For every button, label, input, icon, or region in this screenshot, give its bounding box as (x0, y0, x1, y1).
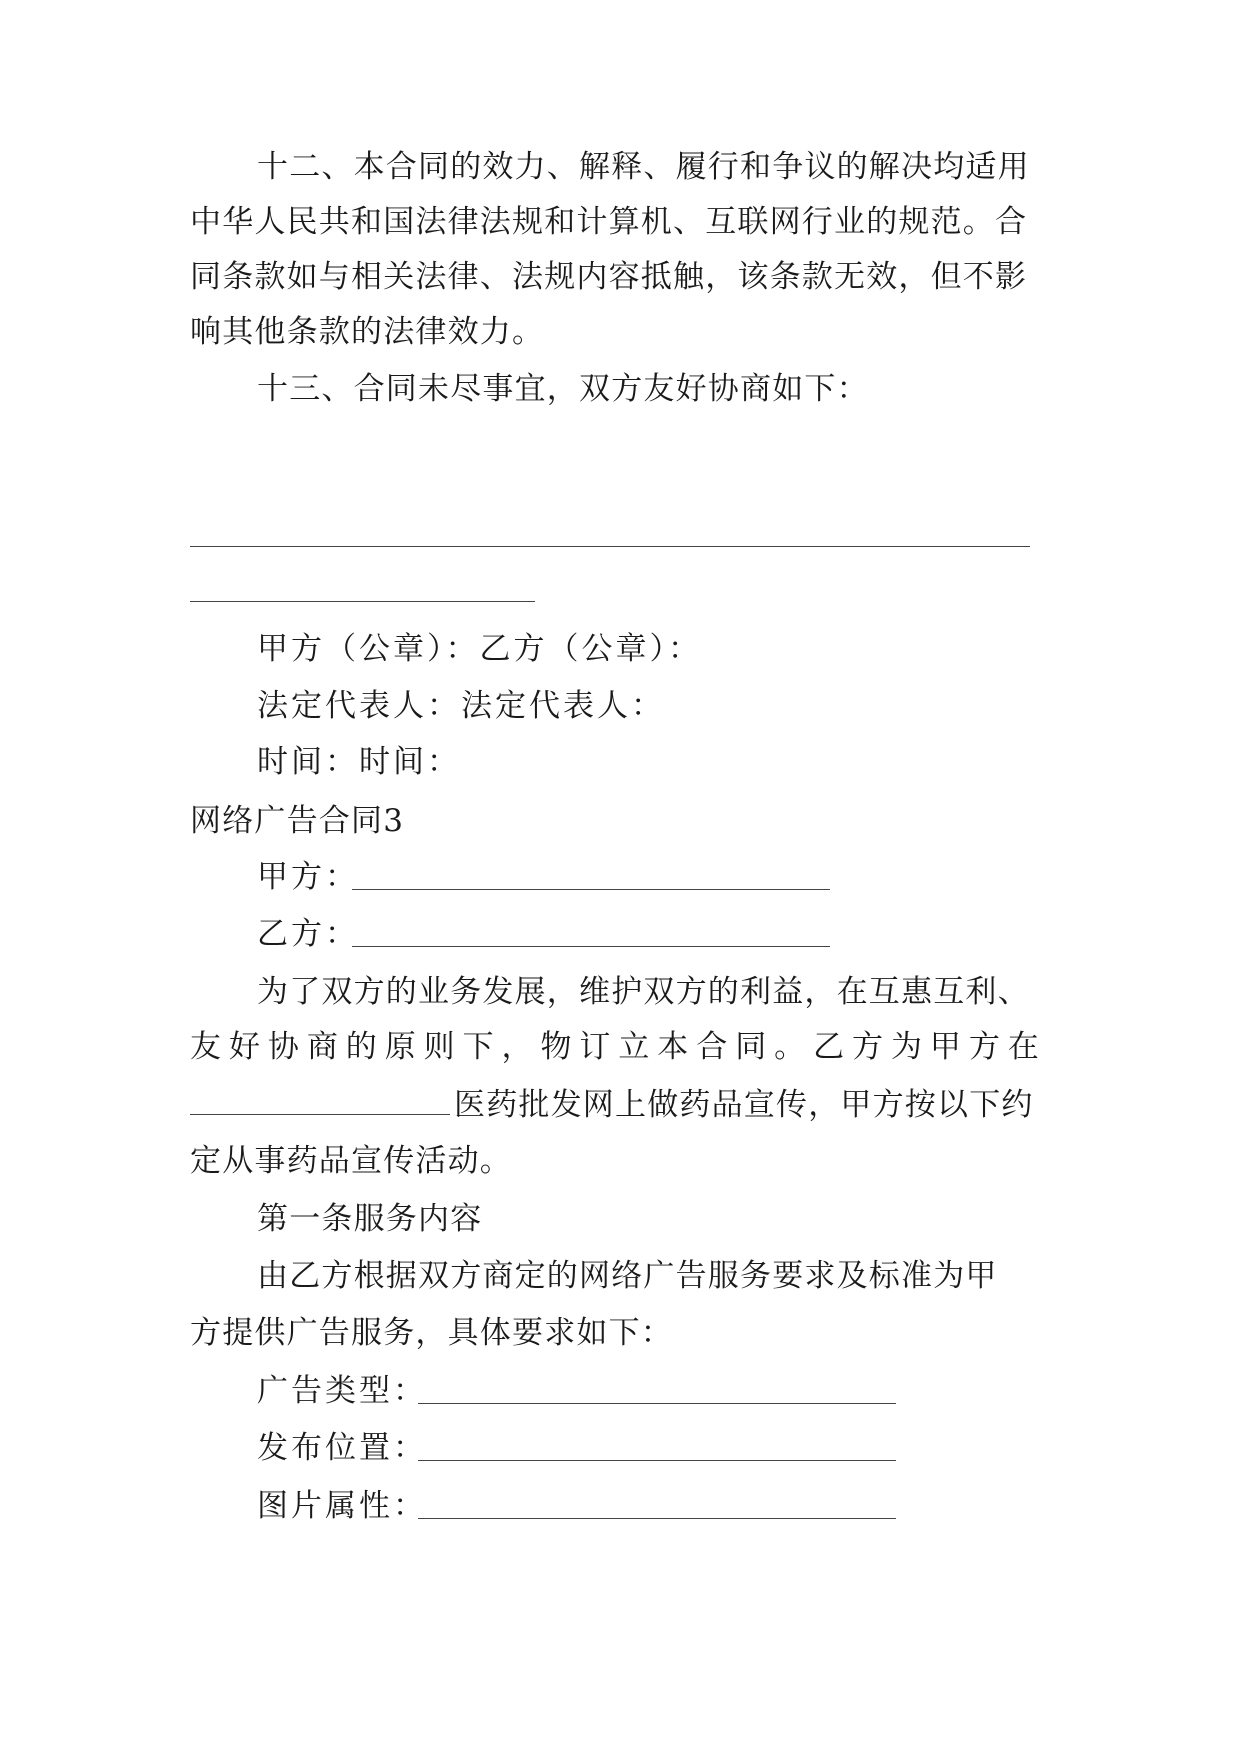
signature-representative: 法定代表人：法定代表人： (257, 688, 665, 724)
field-position-blank (418, 1460, 896, 1461)
intro-line-2: 友好协商的原则下，物订立本合同。乙方为甲方在 (190, 1029, 1040, 1065)
field-image-attr-blank (418, 1518, 896, 1519)
contract-3-title: 网络广告合同3 (190, 803, 405, 839)
party-b-label: 乙方： (257, 916, 359, 952)
article-1-line-1: 由乙方根据双方商定的网络广告服务要求及标准为甲 (257, 1258, 998, 1294)
field-image-attr-label: 图片属性： (257, 1488, 427, 1524)
article-1-line-2: 方提供广告服务，具体要求如下： (190, 1315, 673, 1351)
intro-line-1: 为了双方的业务发展，维护双方的利益，在互惠互利、 (257, 974, 1030, 1010)
clause-12-line-3: 同条款如与相关法律、法规内容抵触，该条款无效，但不影 (190, 259, 1028, 295)
blank-line-1 (190, 546, 1030, 547)
field-position-label: 发布位置： (257, 1430, 427, 1466)
intro-line-4: 定从事药品宣传活动。 (190, 1143, 512, 1179)
field-ad-type-label: 广告类型： (257, 1373, 427, 1409)
party-a-label: 甲方： (257, 859, 359, 895)
signature-seal: 甲方（公章）：乙方（公章）： (257, 631, 702, 667)
field-ad-type-blank (418, 1403, 896, 1404)
intro-line-3: 医药批发网上做药品宣传，甲方按以下约 (454, 1087, 1034, 1123)
signature-time: 时间：时间： (257, 744, 461, 780)
clause-12-line-4: 响其他条款的法律效力。 (190, 314, 545, 350)
party-a-blank (352, 889, 830, 890)
clause-13: 十三、合同未尽事宜，双方友好协商如下： (257, 371, 869, 407)
blank-line-2 (190, 601, 535, 602)
clause-12-line-1: 十二、本合同的效力、解释、履行和争议的解决均适用 (257, 149, 1030, 185)
article-1-title: 第一条服务内容 (257, 1201, 483, 1237)
intro-inline-blank (190, 1114, 450, 1115)
party-b-blank (352, 946, 830, 947)
clause-12-line-2: 中华人民共和国法律法规和计算机、互联网行业的规范。合 (190, 204, 1028, 240)
